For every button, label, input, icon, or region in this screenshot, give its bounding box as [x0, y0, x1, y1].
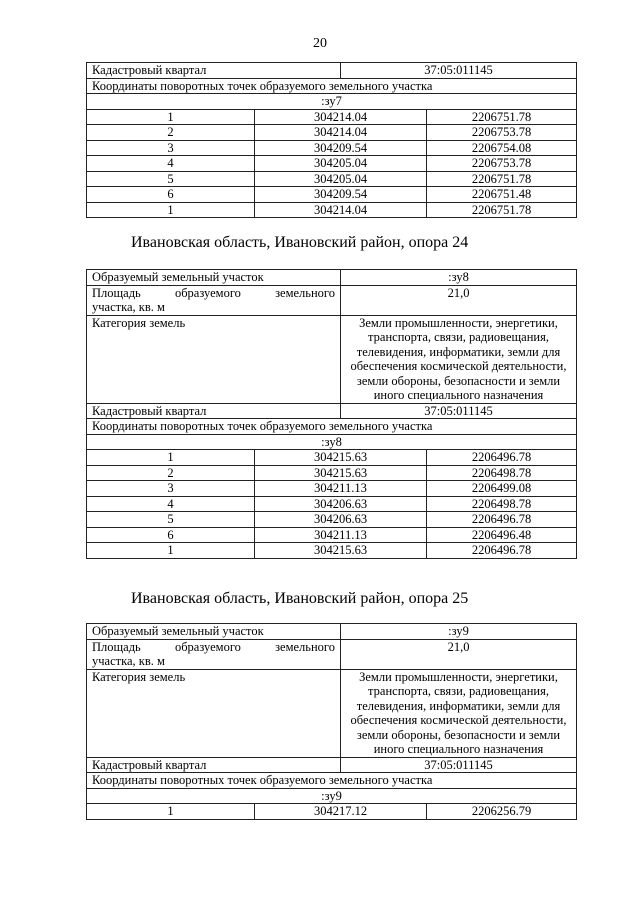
- point-y: 2206496.48: [427, 527, 577, 543]
- area-label-line1: Площадь образуемого земельного: [92, 639, 335, 654]
- category-value: Земли промышленности, энергетики, транспорта, связи, радиовещания, телевидения, информатики, земли для обеспечения космической деятельности, земли обороны, безопасности и земли иного специального назначения: [341, 669, 577, 757]
- point-y: 2206751.78: [427, 202, 577, 218]
- plot-value: :зу9: [341, 624, 577, 640]
- category-label: Категория земель: [87, 669, 341, 757]
- table-row: [87, 187, 577, 203]
- area-label-line2: участка, кв. м: [92, 654, 165, 668]
- point-number: 2: [87, 465, 255, 481]
- point-x: 304214.04: [255, 125, 427, 141]
- plot-id: :зу8: [87, 434, 577, 450]
- point-y: 2206499.08: [427, 481, 577, 497]
- point-number: 5: [87, 171, 255, 187]
- point-x: 304217.12: [255, 804, 427, 820]
- point-y: 2206751.78: [427, 109, 577, 125]
- table-row: [87, 804, 577, 820]
- table-row: [87, 527, 577, 543]
- coords-label: Координаты поворотных точек образуемого земельного участка: [87, 773, 577, 789]
- point-y: 2206256.79: [427, 804, 577, 820]
- point-y: 2206498.78: [427, 496, 577, 512]
- area-label: [87, 639, 341, 669]
- table-row: [87, 512, 577, 528]
- cadastral-value: 37:05:011145: [341, 757, 577, 773]
- table-row: [87, 450, 577, 466]
- point-y: 2206496.78: [427, 450, 577, 466]
- cadastral-row: [87, 63, 577, 79]
- point-x: 304215.63: [255, 450, 427, 466]
- cadastral-value: 37:05:011145: [341, 63, 577, 79]
- point-x: 304211.13: [255, 527, 427, 543]
- point-y: 2206753.78: [427, 156, 577, 172]
- point-number: 1: [87, 109, 255, 125]
- point-y: 2206496.78: [427, 512, 577, 528]
- point-x: 304214.04: [255, 202, 427, 218]
- cadastral-label: Кадастровый квартал: [87, 757, 341, 773]
- plot-table-zy8: [86, 269, 577, 559]
- cadastral-label: Кадастровый квартал: [87, 63, 341, 79]
- point-y: 2206496.78: [427, 543, 577, 559]
- table-row: [87, 481, 577, 497]
- table-row: [87, 496, 577, 512]
- plot-id: :зу9: [87, 788, 577, 804]
- table-row: [87, 140, 577, 156]
- point-x: 304205.04: [255, 156, 427, 172]
- point-x: 304206.63: [255, 512, 427, 528]
- plot-table-zy9: [86, 623, 577, 820]
- plot-value: :зу8: [341, 270, 577, 286]
- point-y: 2206754.08: [427, 140, 577, 156]
- point-number: 4: [87, 156, 255, 172]
- point-x: 304215.63: [255, 543, 427, 559]
- point-x: 304209.54: [255, 187, 427, 203]
- point-number: 1: [87, 450, 255, 466]
- plot-label: Образуемый земельный участок: [87, 624, 341, 640]
- coords-label: Координаты поворотных точек образуемого земельного участка: [87, 419, 577, 435]
- point-number: 6: [87, 187, 255, 203]
- point-x: 304211.13: [255, 481, 427, 497]
- coords-table-zy7: [86, 62, 577, 218]
- category-label: Категория земель: [87, 315, 341, 403]
- cadastral-value: 37:05:011145: [341, 403, 577, 419]
- table-row: [87, 156, 577, 172]
- point-x: 304209.54: [255, 140, 427, 156]
- cadastral-label: Кадастровый квартал: [87, 403, 341, 419]
- table-row: [87, 465, 577, 481]
- point-number: 1: [87, 543, 255, 559]
- point-y: 2206753.78: [427, 125, 577, 141]
- point-x: 304205.04: [255, 171, 427, 187]
- table-row: [87, 125, 577, 141]
- point-y: 2206498.78: [427, 465, 577, 481]
- point-x: 304214.04: [255, 109, 427, 125]
- table-row: [87, 543, 577, 559]
- area-value: 21,0: [341, 639, 577, 669]
- point-number: 6: [87, 527, 255, 543]
- point-y: 2206751.78: [427, 171, 577, 187]
- point-number: 1: [87, 804, 255, 820]
- category-value: Земли промышленности, энергетики, транспорта, связи, радиовещания, телевидения, информатики, земли для обеспечения космической деятельности, земли обороны, безопасности и земли иного специального назначения: [341, 315, 577, 403]
- plot-id: :зу7: [87, 94, 577, 110]
- point-x: 304206.63: [255, 496, 427, 512]
- point-number: 5: [87, 512, 255, 528]
- plot-label: Образуемый земельный участок: [87, 270, 341, 286]
- point-x: 304215.63: [255, 465, 427, 481]
- point-number: 1: [87, 202, 255, 218]
- point-number: 3: [87, 481, 255, 497]
- table-row: [87, 171, 577, 187]
- area-value: 21,0: [341, 285, 577, 315]
- point-y: 2206751.48: [427, 187, 577, 203]
- section-heading-support-24: Ивановская область, Ивановский район, опора 24: [131, 234, 469, 251]
- area-label-line2: участка, кв. м: [92, 300, 165, 314]
- section-heading-support-25: Ивановская область, Ивановский район, опора 25: [131, 590, 469, 607]
- point-number: 3: [87, 140, 255, 156]
- table-row: [87, 202, 577, 218]
- area-label: [87, 285, 341, 315]
- area-label-line1: Площадь образуемого земельного: [92, 285, 335, 300]
- point-number: 4: [87, 496, 255, 512]
- point-number: 2: [87, 125, 255, 141]
- page-number: 20: [313, 36, 327, 51]
- coords-label: Координаты поворотных точек образуемого земельного участка: [87, 78, 577, 94]
- table-row: [87, 109, 577, 125]
